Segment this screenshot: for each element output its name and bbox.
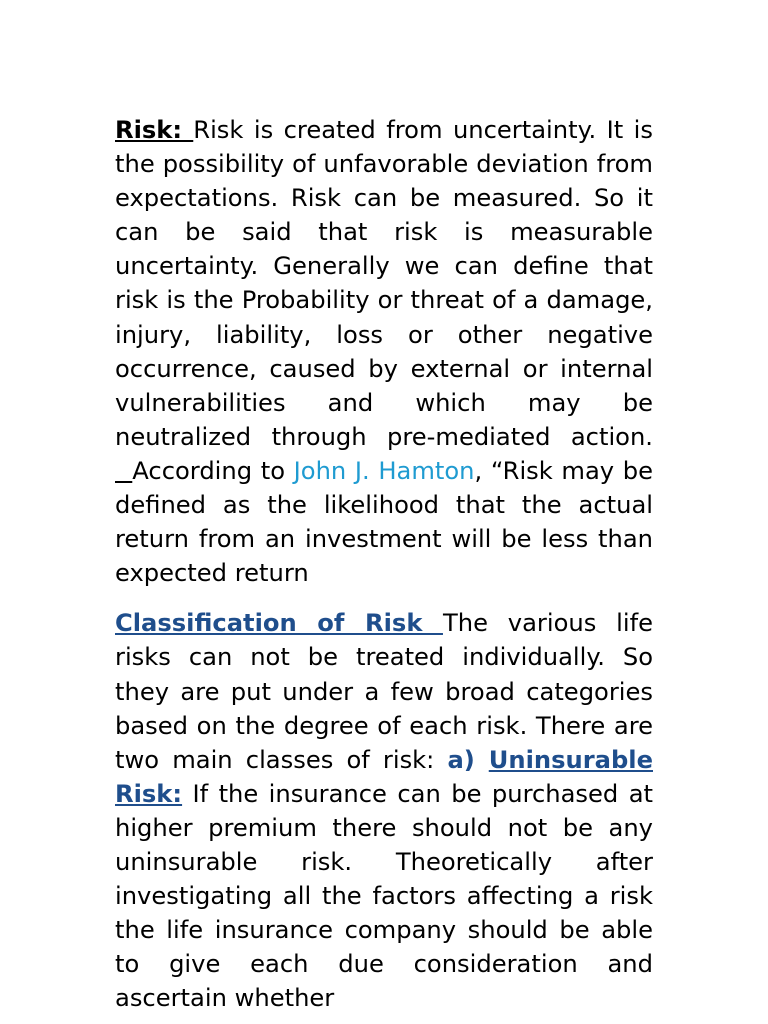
uninsurable-risk-heading[interactable]: Uninsurable Risk: <box>115 745 653 808</box>
risk-definition-text: Risk is created from uncertainty. It is the possibility of unfavorable deviation from expectations. Risk can be measured. So it can be said that risk is measurable uncertainty. Generally we can define that risk is the Probability or threat of a damage, injury, liability, loss or other negative occurrence, caused by external or internal vulnerabilities and which may be neutralized through pre-mediated action. <box>115 116 653 451</box>
uninsurable-risk-text: If the insurance can be purchased at higher premium there should not be any uninsurable risk. Theoretically after investigating all the factors affecting a risk the life insurance company should be able to give each due consideration and ascertain whether <box>115 779 653 1013</box>
classification-paragraph <box>115 606 653 1015</box>
risk-term: Risk: <box>115 116 194 144</box>
classification-heading[interactable]: Classification of Risk <box>115 609 443 638</box>
underlined-gap <box>115 457 132 485</box>
risk-quote-text: , “Risk may be defined as the likelihood that the actual return from an investment will be less than expected return <box>115 456 653 588</box>
classification-text: The various life risks can not be treated individually. So they are put under a few broad categories based on the degree of each risk. There are two main classes of risk: <box>115 609 653 774</box>
risk-definition-paragraph <box>115 113 653 590</box>
item-marker: a) <box>447 745 489 774</box>
according-to-text: According to <box>132 456 294 485</box>
author-link[interactable]: John J. Hamton <box>293 456 475 485</box>
document-page <box>115 113 653 1015</box>
